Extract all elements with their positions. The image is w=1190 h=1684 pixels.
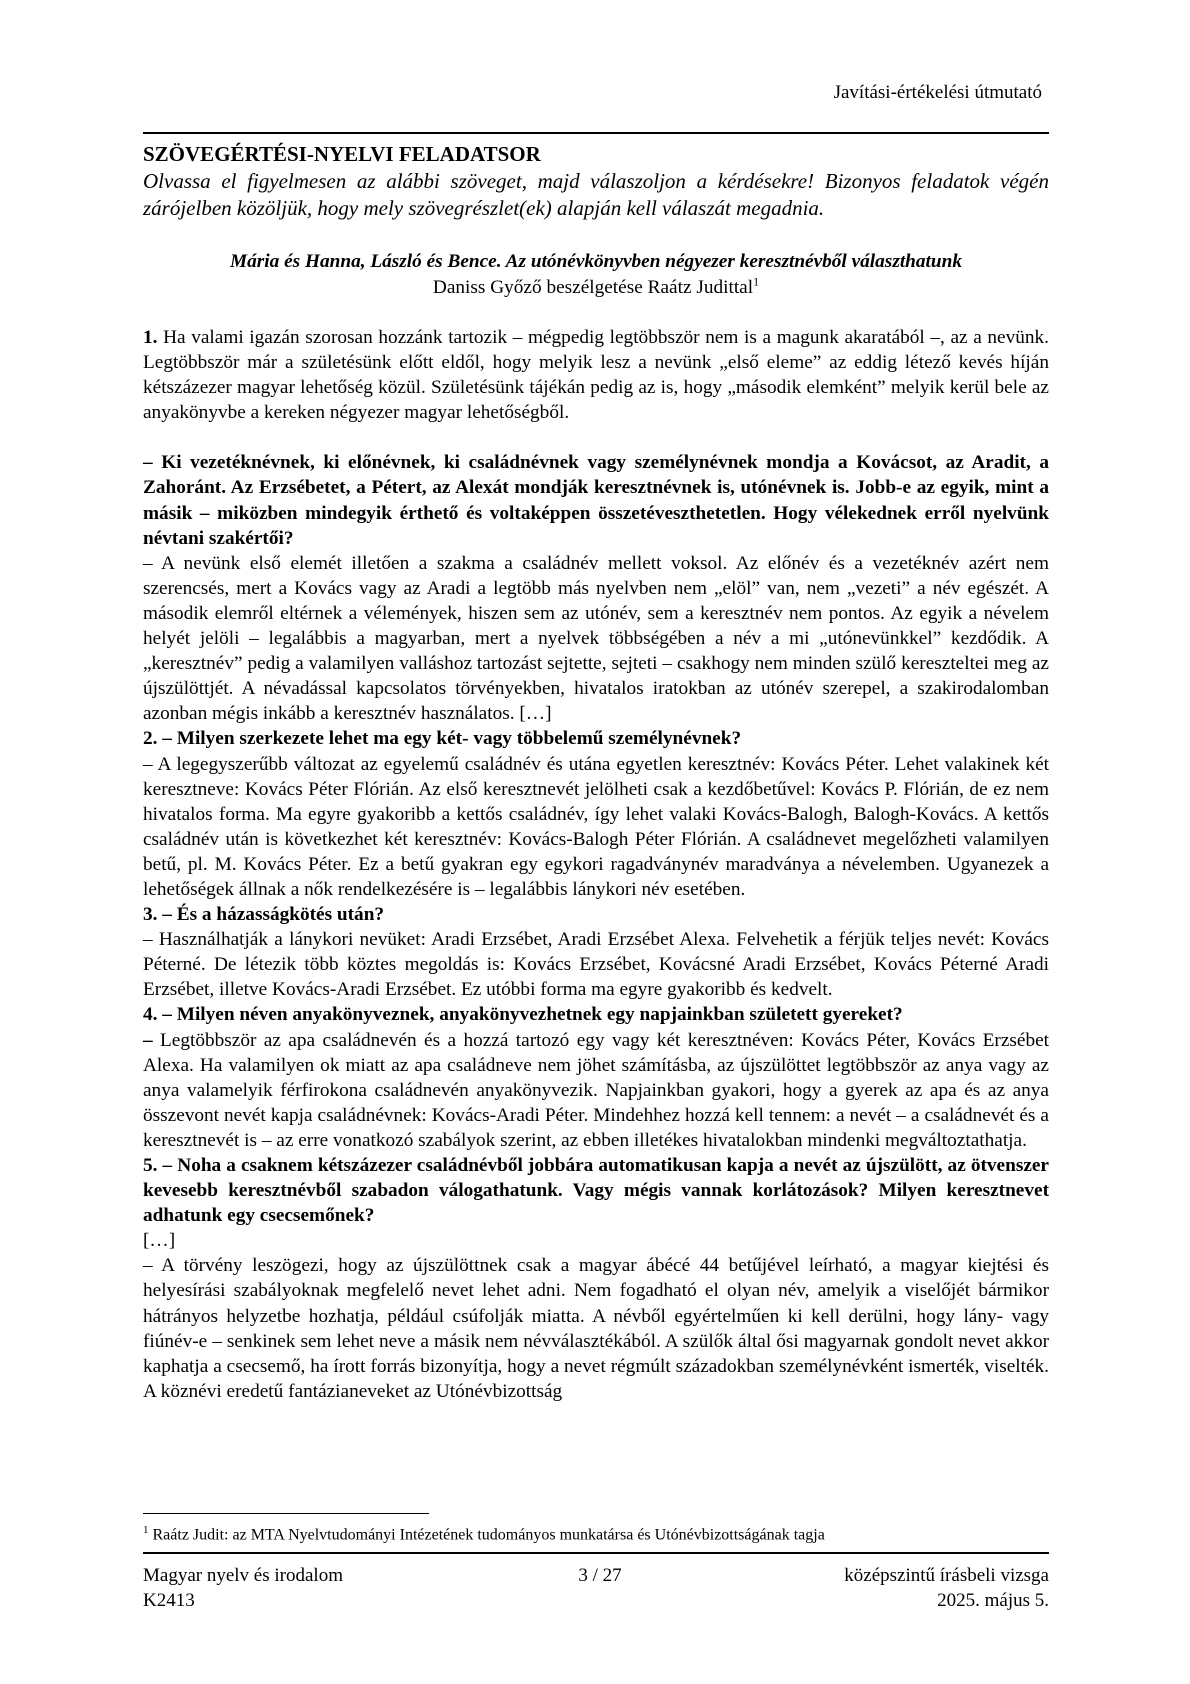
footnote xyxy=(143,1520,1049,1545)
paragraph-1-text: Ha valami igazán szorosan hozzánk tartozik – mégpedig legtöbbször nem is a magunk akaratából –, az a nevünk. Legtöbbször már a születésünk előtt eldől, hogy melyik lesz a nevünk „első eleme” az eddig létező kevés híján kétszázezer magyar lehetőség közül. Születésünk tájékán pedig az is, hogy „második elemként” melyik kerül bele az anyakönyvbe a kereken négyezer magyar lehetőségből. xyxy=(143,327,1049,424)
header-rule xyxy=(143,132,1049,134)
answer-5: – A törvény leszögezi, hogy az újszülöttnek csak a magyar ábécé 44 betűjével leírható, a magyar kiejtési és helyesírási szabályoknak megfelelő nevet lehet adni. Nem fogadható el olyan név, amelyik a viselőjét bármikor hátrányos helyzetbe hozhatja, például csúfolják miatta. A névből egyértelműen ki kell derülni, hogy lány- vagy fiúnév-e – senkinek sem lehet neve a másik nem névválasztékából. A szülők által ősi magyarnak gondolt nevet akkor kaphatja a csecsemő, ha írott forrás bizonyítja, hogy a nevet régmúlt századokban személynévként ismerték, viselték. A köznévi eredetű fantázianeveket az Utónévbizottság xyxy=(143,1255,1049,1402)
paragraph-1-number: 1. xyxy=(143,327,158,348)
footer-right xyxy=(844,1563,1049,1613)
section-instructions: Olvassa el figyelmesen az alábbi szöveget, majd válaszoljon a kérdésekre! Bizonyos feladatok végén zárójelben közöljük, hogy mely szövegrészlet(ek) alapján kell válaszát megadnia. xyxy=(143,169,1049,220)
answer-3: – Használhatják a lánykori nevüket: Aradi Erzsébet, Aradi Erzsébet Alexa. Felvehetik a férjük teljes nevét: Kovács Péterné. De létezik több köztes megoldás is: Kovács Erzsébet, Kovácsné Aradi Erzsébet, Kovács Péterné Aradi Erzsébet, illetve Kovács-Aradi Erzsébet. Ez utóbbi forma ma egyre gyakoribb és kedvelt. xyxy=(143,929,1049,1001)
footnote-mark: 1 xyxy=(143,1524,149,1536)
footer-subject: Magyar nyelv és irodalom xyxy=(143,1565,343,1586)
footnote-rule xyxy=(143,1513,429,1514)
question-5: 5. – Noha a csaknem kétszázezer családnévből jobbára automatikusan kapja a nevét az újszülött, az ötvenszer kevesebb keresztnévből szabadon válogathatunk. Vagy mégis vannak korlátozások? Milyen keresztnevet adhatunk egy csecsemőnek? xyxy=(143,1155,1049,1227)
question-1: – Ki vezetéknévnek, ki előnévnek, ki családnévnek vagy személynévnek mondja a Kovácsot, az Aradit, a Zahoránt. Az Erzsébetet, a Pétert, az Alexát mondják keresztnévnek is, utónévnek is. Jobb-e az egyik, mint a másik – miközben mindegyik érthető és voltaképpen összetéveszthetetlen. Hogy vélekednek erről nyelvünk névtani szakértői? xyxy=(143,452,1049,549)
answer-2: – A legegyszerűbb változat az egyelemű családnév és utána egyetlen keresztnév: Kovács Péter. Lehet valakinek két keresztneve: Kovács Péter Flórián. Az első keresztnevét jelölheti csak a kezdőbetűvel: Kovács P. Flórián, de ez nem hivatalos forma. Ma egyre gyakoribb a kettős családnév, így lehet valaki Kovács-Balogh, Balogh-Kovács. A kettős családnév után is következhet két keresztnév: Kovács-Balogh Péter Flórián. A családnevet megelőzheti valamilyen betű, pl. M. Kovács Péter. Ez a betű gyakran egy egykori ragadványnév maradványa a névelemben. Ugyanezek a lehetőségek állnak a nők rendelkezésére is – legalábbis lánykori név esetében. xyxy=(143,753,1049,900)
paragraph-1 xyxy=(143,325,1049,425)
article-subtitle-text: Daniss Győző beszélgetése Raátz Judittal xyxy=(432,277,754,298)
footnote-text: Raátz Judit: az MTA Nyelvtudományi Intézetének tudományos munkatársa és Utónévbizottságának tagja xyxy=(148,1526,825,1544)
footer-code: K2413 xyxy=(143,1590,195,1611)
footer-date: 2025. május 5. xyxy=(937,1590,1049,1611)
footer-page-number: 3 / 27 xyxy=(578,1565,622,1586)
answer-1: – A nevünk első elemét illetően a szakma a családnév mellett voksol. Az előnév és a vezetéknév azért nem szerencsés, mert a Kovács vagy az Aradi a legtöbb más nyelvben nem „elöl” van, nem „vezeti” a név egészét. A második elemről eltérnek a vélemények, hiszen sem az utónév, sem a keresztnév nem pontos. Az egyik a névelem helyét jelöli – legalábbis a magyarban, mert a nyelvek többségében a név a mi „utónevünkkel” kezdődik. A „keresztnév” pedig a valamilyen valláshoz tartozást sejtette, sejteti – csakhogy nem minden szülő kereszteltei meg az újszülöttjét. A névadással kapcsolatos törvényekben, hivatalos iratokban az utónév szerepel, a szakirodalomban azonban mégis inkább a keresztnév használatos. […] xyxy=(143,552,1049,725)
answer-4-dash: – xyxy=(143,1029,153,1051)
answer-4 xyxy=(143,1028,1049,1153)
footer-left xyxy=(143,1563,343,1613)
running-head: Javítási-értékelési útmutató xyxy=(833,82,1042,103)
footer-rule xyxy=(143,1552,1049,1554)
footer-level: középszintű írásbeli vizsga xyxy=(844,1565,1049,1586)
question-2: 2. – Milyen szerkezete lehet ma egy két- vagy többelemű személynévnek? xyxy=(143,728,742,750)
ellipsis: […] xyxy=(143,1230,176,1252)
footnote-reference: 1 xyxy=(753,274,760,289)
question-4: 4. – Milyen néven anyakönyveznek, anyakönyvezhetnek egy napjainkban született gyereket? xyxy=(143,1004,903,1026)
article-title: Mária és Hanna, László és Bence. Az utónévkönyvben négyezer keresztnévből választhatunk xyxy=(230,251,962,272)
section-title: SZÖVEGÉRTÉSI-NYELVI FELADATSOR xyxy=(143,142,541,166)
main-content xyxy=(143,140,1049,1404)
answer-4-text: Legtöbbször az apa családnevén és a hozzá tartozó egy vagy két keresztnéven: Kovács Péter, Kovács Erzsébet Alexa. Ha valamilyen ok miatt az apa családneve nem jöhet számításba, az újszülöttet legtöbbször az anya vagy az anya valamelyik férfirokona családnevén anyakönyvezik. Napjainkban gyakori, hogy a gyerek az apa és az anya összevont nevét kapja családnévnek: Kovács-Aradi Péter. Mindehhez hozzá kell tennem: a nevét – a családnevét és a keresztnevét is – az erre vonatkozó szabályok szerint, az ebben illetékes hivatalokban mindenki megváltoztathatja. xyxy=(143,1029,1049,1151)
question-3: 3. – És a házasságkötés után? xyxy=(143,904,385,926)
article-subtitle xyxy=(143,275,1049,300)
